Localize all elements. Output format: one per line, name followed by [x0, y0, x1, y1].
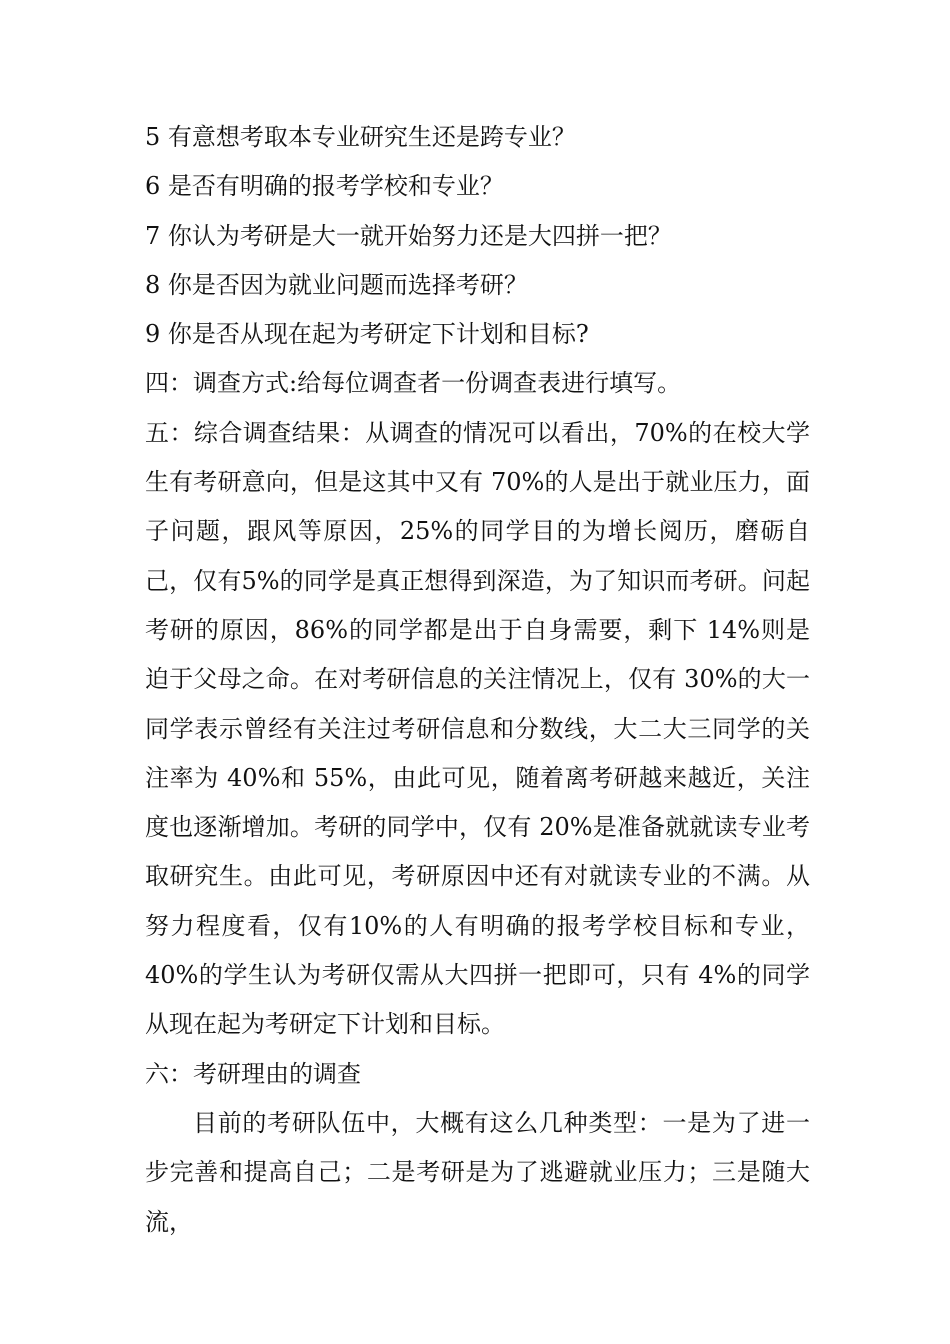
section-survey-method: 四：调查方式:给每位调查者一份调查表进行填写。: [145, 369, 682, 398]
document-body: [145, 113, 810, 1247]
question-9: 9 你是否从现在起为考研定下计划和目标?: [145, 320, 589, 349]
section-reasons-heading: 六：考研理由的调查: [145, 1059, 361, 1088]
section-survey-results: 五：综合调查结果：从调查的情况可以看出，70%的在校大学生有考研意向，但是这其中又有 70%的人是出于就业压力，面子问题，跟风等原因，25%的同学目的为增长阅历，磨砺自己，仅有5%的同学是真正想得到深造，为了知识而考研。问起考研的原因，86%的同学都是出于自身需要，剩下 14%则是迫于父母之命。在对考研信息的关注情况上，仅有 30%的大一同学表示曾经有关注过考研信息和分数线，大二大三同学的关注率为 40%和 55%，由此可见，随着离考研越来越近，关注度也逐渐增加。考研的同学中，仅有 20%是准备就就读专业考取研究生。由此可见，考研原因中还有对就读专业的不满。从努力程度看，仅有10%的人有明确的报考学校目标和专业，40%的学生认为考研仅需从大四拼一把即可，只有 4%的同学从现在起为考研定下计划和目标。: [145, 418, 810, 1039]
question-7: 7 你认为考研是大一就开始努力还是大四拼一把？: [145, 221, 672, 250]
question-8: 8 你是否因为就业问题而选择考研？: [145, 270, 528, 299]
question-6: 6 是否有明确的报考学校和专业？: [145, 172, 504, 201]
section-reasons-paragraph: 目前的考研队伍中，大概有这么几种类型：一是为了进一步完善和提高自己；二是考研是为了逃避就业压力；三是随大流，: [145, 1108, 810, 1236]
question-5: 5 有意想考取本专业研究生还是跨专业？: [145, 123, 576, 151]
